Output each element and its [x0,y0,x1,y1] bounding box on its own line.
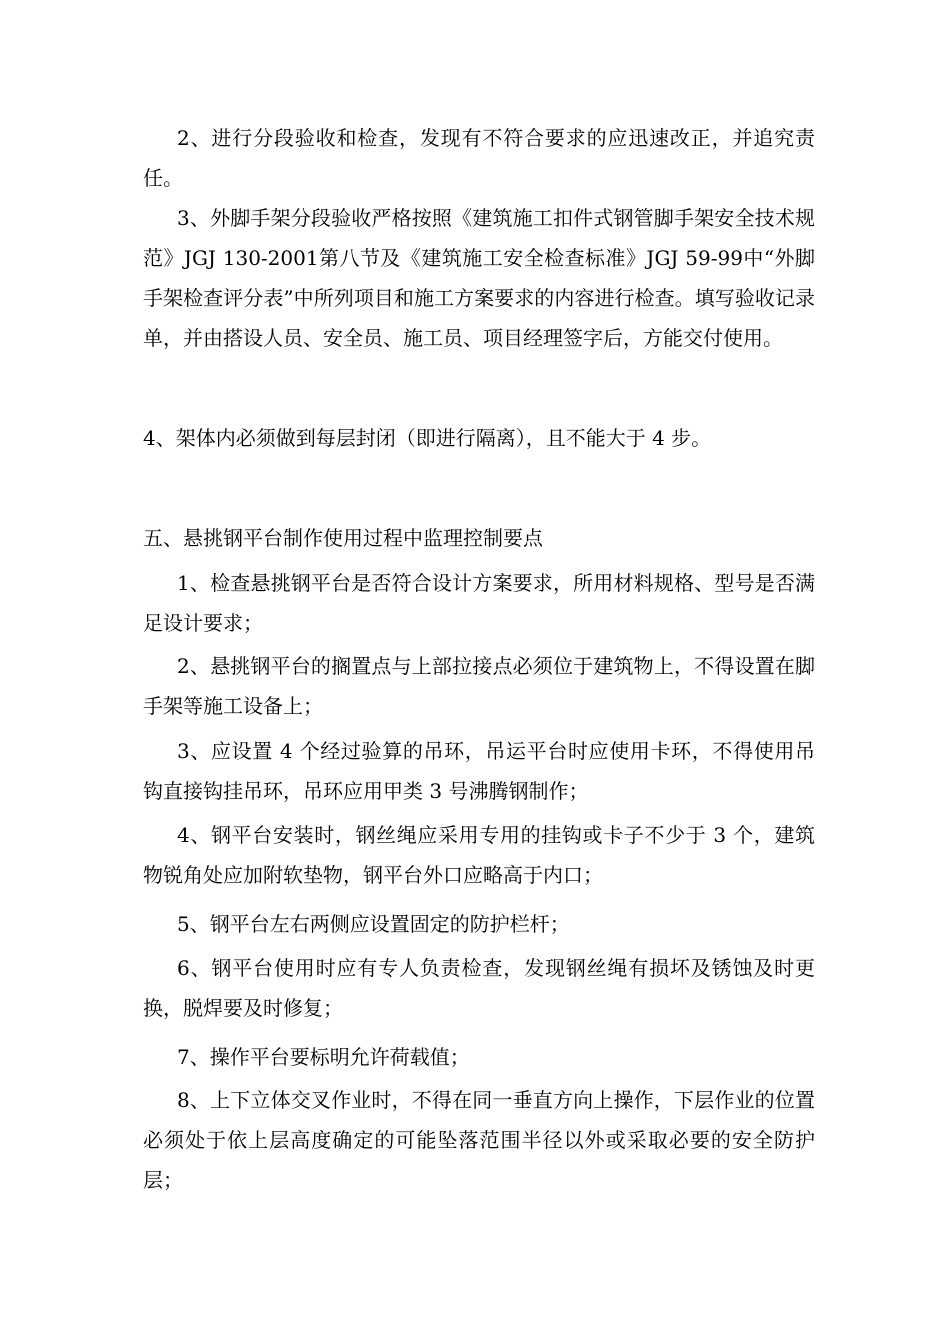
list-item-8: 8、上下立体交叉作业时，不得在同一垂直方向上操作，下层作业的位置必须处于依上层高度确定的可能坠落范围半径以外或采取必要的安全防护层； [143,1088,815,1192]
list-item-5: 5、钢平台左右两侧应设置固定的防护栏杆； [177,912,570,936]
paragraph-item-4: 4、架体内必须做到每层封闭（即进行隔离），且不能大于 4 步。 [143,426,712,450]
list-item-7: 7、操作平台要标明允许荷载值； [177,1045,470,1069]
list-item-1: 1、检查悬挑钢平台是否符合设计方案要求，所用材料规格、型号是否满足设计要求； [143,571,815,635]
list-item-3: 3、应设置 4 个经过验算的吊环，吊运平台时应使用卡环，不得使用吊钩直接钩挂吊环，吊环应用甲类 3 号沸腾钢制作； [143,739,815,803]
list-item-4: 4、钢平台安装时，钢丝绳应采用专用的挂钩或卡子不少于 3 个，建筑物锐角处应加附软垫物，钢平台外口应略高于内口； [143,823,815,887]
section-heading-5: 五、悬挑钢平台制作使用过程中监理控制要点 [143,526,543,550]
list-item-2: 2、悬挑钢平台的搁置点与上部拉接点必须位于建筑物上，不得设置在脚手架等施工设备上； [143,654,815,718]
paragraph-item-3: 3、外脚手架分段验收严格按照《建筑施工扣件式钢管脚手架安全技术规范》JGJ 130-2001第八节及《建筑施工安全检查标准》JGJ 59-99中“外脚手架检查评分表”中所列项目和施工方案要求的内容进行检查。填写验收记录单，并由搭设人员、安全员、施工员、项目经理签字后，方能交付使用。 [143,206,815,350]
paragraph-item-2: 2、进行分段验收和检查，发现有不符合要求的应迅速改正，并追究责任。 [143,126,815,190]
list-item-6: 6、钢平台使用时应有专人负责检查，发现钢丝绳有损坏及锈蚀及时更换，脱焊要及时修复； [143,956,815,1020]
